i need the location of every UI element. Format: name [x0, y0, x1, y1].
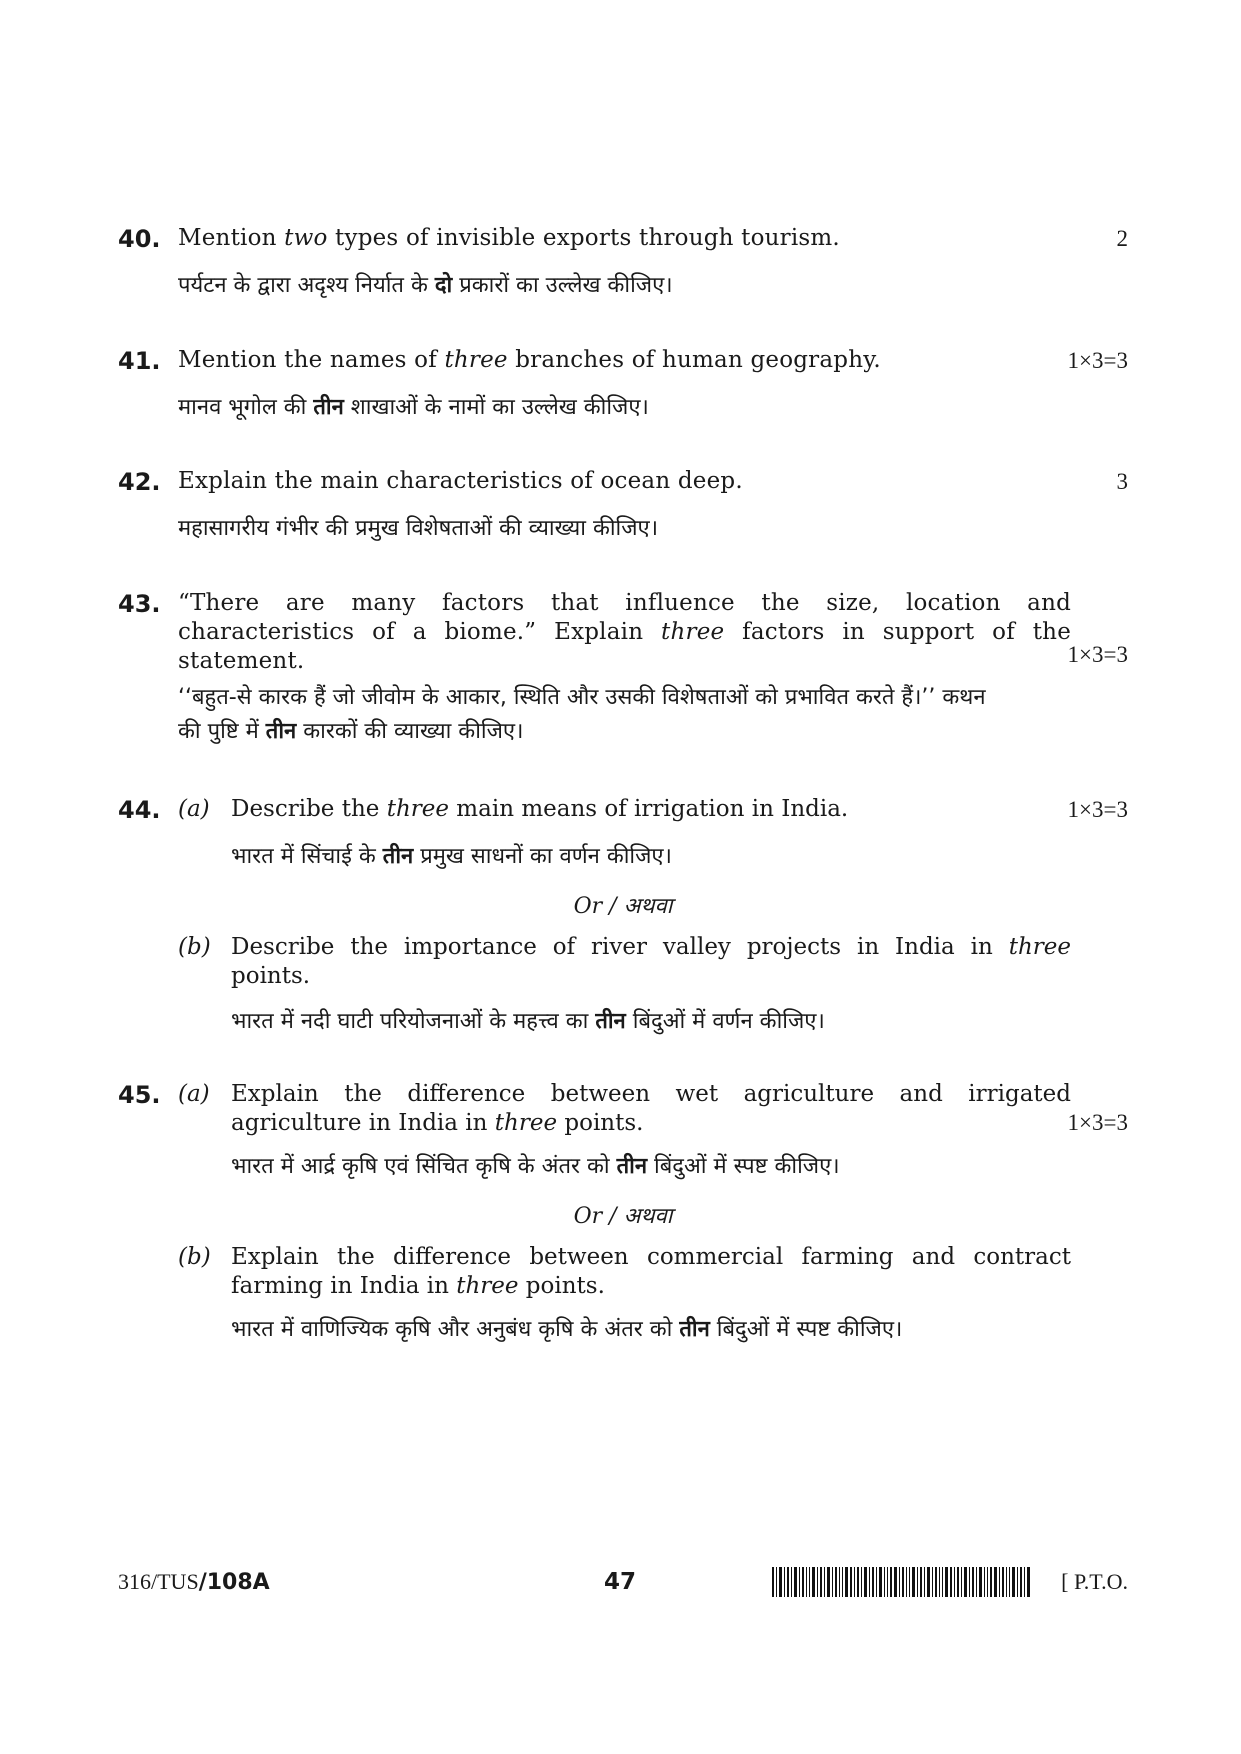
question-number: 44. — [118, 796, 161, 824]
or-separator: Or / अथवा — [573, 894, 673, 919]
marks: 1×3=3 — [1067, 797, 1128, 822]
question-number: 42. — [118, 468, 161, 496]
option-b-label: (b) — [178, 934, 211, 960]
option-a-label: (a) — [178, 796, 210, 822]
question-text-hi: पर्यटन के द्वारा अदृश्य निर्यात के दो प्रकारों का उल्लेख कीजिए। — [178, 273, 673, 298]
marks: 2 — [1116, 226, 1128, 251]
option-a-text-hi: भारत में आर्द्र कृषि एवं सिंचित कृषि के अंतर को तीन बिंदुओं में स्पष्ट कीजिए। — [231, 1154, 840, 1179]
question-number: 41. — [118, 347, 161, 375]
question-text-en: “There are many factors that influence the size, location and characteristics of a biome.” Explain three factors in support of the statement. — [178, 590, 1072, 674]
or-separator: Or / अथवा — [573, 1204, 673, 1229]
question-text-en: Explain the main characteristics of ocean deep. — [178, 468, 743, 494]
question-text-hi: महासागरीय गंभीर की प्रमुख विशेषताओं की व्याख्या कीजिए। — [178, 516, 659, 541]
question-text-en: Mention the names of three branches of human geography. — [178, 347, 881, 373]
question-number: 43. — [118, 590, 161, 618]
question-text-hi-line2: की पुष्टि में तीन कारकों की व्याख्या कीजिए। — [178, 719, 524, 744]
question-text-en: Mention two types of invisible exports through tourism. — [178, 225, 840, 251]
question-44 — [118, 795, 1128, 1055]
option-a-text-en: Describe the three main means of irrigation in India. — [231, 796, 849, 822]
marks: 1×3=3 — [1067, 348, 1128, 373]
page-turn-over: [ P.T.O. — [1061, 1569, 1128, 1594]
question-40 — [118, 224, 1128, 304]
paper-code: 316/TUS/108A — [118, 1569, 270, 1595]
question-number: 45. — [118, 1081, 161, 1109]
option-a-text-hi: भारत में सिंचाई के तीन प्रमुख साधनों का वर्णन कीजिए। — [231, 844, 672, 869]
barcode-icon — [772, 1567, 1032, 1597]
question-43 — [118, 589, 1128, 749]
marks: 1×3=3 — [1067, 642, 1128, 667]
marks: 3 — [1116, 469, 1128, 494]
marks: 1×3=3 — [1067, 1110, 1128, 1135]
option-a-text-en: Explain the difference between wet agriculture and irrigated agriculture in India in three points. — [231, 1081, 1071, 1136]
question-text-hi-line1: ‘‘बहुत-से कारक हैं जो जीवोम के आकार, स्थिति और उसकी विशेषताओं को प्रभावित करते हैं।’’ कथन — [178, 685, 986, 710]
question-text-hi: मानव भूगोल की तीन शाखाओं के नामों का उल्लेख कीजिए। — [178, 395, 649, 420]
page-footer — [118, 1565, 1128, 1599]
option-b-text-en: Describe the importance of river valley projects in India in three points. — [231, 934, 1071, 989]
question-41 — [118, 346, 1128, 426]
page-number: 47 — [604, 1569, 637, 1595]
question-45 — [118, 1080, 1128, 1520]
option-b-text-hi: भारत में वाणिज्यिक कृषि और अनुबंध कृषि के अंतर को तीन बिंदुओं में स्पष्ट कीजिए। — [231, 1317, 903, 1342]
option-b-label: (b) — [178, 1244, 211, 1270]
option-b-text-en: Explain the difference between commercial farming and contract farming in India in three points. — [231, 1244, 1071, 1299]
option-a-label: (a) — [178, 1081, 210, 1107]
option-b-text-hi: भारत में नदी घाटी परियोजनाओं के महत्त्व का तीन बिंदुओं में वर्णन कीजिए। — [231, 1009, 825, 1034]
question-42 — [118, 467, 1128, 547]
question-number: 40. — [118, 225, 161, 253]
